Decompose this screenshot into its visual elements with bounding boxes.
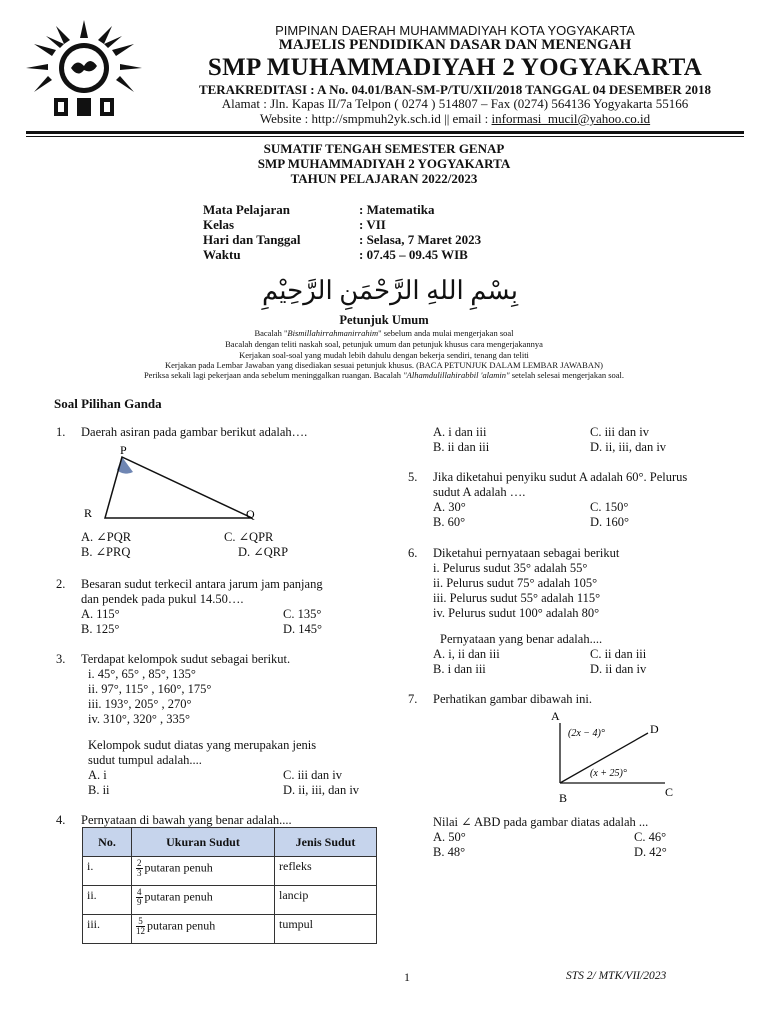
angle-table xyxy=(82,827,377,944)
email-link[interactable]: informasi_mucil@yahoo.co.id xyxy=(491,111,651,126)
option-c[interactable]: C. iii dan iv xyxy=(283,768,343,782)
option-b[interactable]: B. 48° xyxy=(433,845,466,859)
instruction-line: Periksa sekali lagi pekerjaan anda sebelum meninggalkan ruangan. Bacalah "Alhamdulillahirabbil 'alamin" setelah selesai mengerjakan soal. xyxy=(143,370,625,380)
identity-value: : Matematika xyxy=(359,202,435,217)
angle-group: i. 45°, 65° , 85°, 135° xyxy=(88,667,196,681)
angle-group: iii. 193°, 205° , 270° xyxy=(88,697,192,711)
identity-label: Kelas xyxy=(203,217,235,232)
angle-abd-figure xyxy=(540,708,690,808)
vertex-p-label: P xyxy=(120,443,127,457)
statement: iii. Pelurus sudut 55° adalah 115° xyxy=(433,591,601,605)
statement: i. Pelurus sudut 35° adalah 55° xyxy=(433,561,588,575)
identity-value: : Selasa, 7 Maret 2023 xyxy=(359,232,482,247)
instructions-title: Petunjuk Umum xyxy=(339,313,429,327)
option-a[interactable]: A. ∠PQR xyxy=(81,530,132,544)
option-b[interactable]: B. 125° xyxy=(81,622,120,636)
identity-label: Waktu xyxy=(203,247,241,262)
option-b[interactable]: B. ∠PRQ xyxy=(81,545,131,559)
option-d[interactable]: D. 145° xyxy=(283,622,323,636)
identity-label: Hari dan Tanggal xyxy=(203,232,301,247)
option-a[interactable]: A. i, ii dan iii xyxy=(433,647,500,661)
question-4: 4. Pernyataan di bawah yang benar adalah.... xyxy=(56,813,292,827)
point-a-label: A xyxy=(551,709,560,723)
website-prefix: Website : xyxy=(259,111,312,126)
identity-label: Mata Pelajaran xyxy=(203,202,291,217)
question-5: 5. Jika diketahui penyiku sudut A adalah 60°. Pelurus sudut A adalah …. xyxy=(408,470,688,499)
point-d-label: D xyxy=(650,722,659,736)
header-divider-thin xyxy=(26,136,744,137)
option-a[interactable]: A. 50° xyxy=(433,830,466,844)
option-d[interactable]: D. ii dan iv xyxy=(590,662,647,676)
option-d[interactable]: D. 160° xyxy=(590,515,630,529)
statement: iv. Pelurus sudut 100° adalah 80° xyxy=(433,606,600,620)
school-address: Alamat : Jln. Kapas II/7a Telpon ( 0274 ) 514807 – Fax (0274) 564136 Yogyakarta 55166 xyxy=(221,96,689,111)
contact-line xyxy=(150,111,760,127)
table-header: No. xyxy=(83,828,132,857)
question-3-prompt: sudut tumpul adalah.... xyxy=(88,753,202,767)
statement: ii. Pelurus sudut 75° adalah 105° xyxy=(433,576,598,590)
exam-title-1: SUMATIF TENGAH SEMESTER GENAP xyxy=(263,141,505,156)
vertex-r-label: R xyxy=(84,506,93,520)
option-d[interactable]: D. 42° xyxy=(634,845,667,859)
option-b[interactable]: B. i dan iii xyxy=(433,662,486,676)
option-c[interactable]: C. iii dan iv xyxy=(590,425,650,439)
instruction-line: Bacalah "Bismillahirrahmanirrahim" sebelum anda mulai mengerjakan soal xyxy=(254,328,514,338)
identity-value: : 07.45 – 09.45 WIB xyxy=(359,247,468,262)
option-a[interactable]: A. 30° xyxy=(433,500,466,514)
school-name: SMP MUHAMMADIYAH 2 YOGYAKARTA xyxy=(207,54,703,81)
option-b[interactable]: B. 60° xyxy=(433,515,466,529)
angle-group: iv. 310°, 320° , 335° xyxy=(88,712,191,726)
identity-value: : VII xyxy=(359,217,386,232)
triangle-pqr-figure xyxy=(80,440,280,525)
option-d[interactable]: D. ii, iii, dan iv xyxy=(283,783,360,797)
question-1: 1. Daerah asiran pada gambar berikut adalah…. xyxy=(56,425,308,439)
option-a[interactable]: A. i xyxy=(88,768,107,782)
table-row: iii. $\frac{5}{12}$ putaran penuh tumpul xyxy=(83,915,377,944)
document-code: STS 2/ MTK/VII/2023 xyxy=(566,970,667,982)
accreditation: TERAKREDITASI : A No. 04.01/BAN-SM-P/TU/XII/2018 TANGGAL 04 DESEMBER 2018 xyxy=(198,82,712,97)
option-a[interactable]: A. i dan iii xyxy=(433,425,487,439)
angle-expression-2: (x + 25)° xyxy=(590,768,627,779)
section-heading: Soal Pilihan Ganda xyxy=(54,396,162,411)
page-number: 1 xyxy=(404,970,410,984)
question-6: 6. Diketahui pernyataan sebagai berikut xyxy=(408,546,620,560)
question-7-prompt: Nilai ∠ ABD pada gambar diatas adalah ... xyxy=(433,815,649,829)
point-c-label: C xyxy=(665,785,674,799)
vertex-q-label: Q xyxy=(246,507,255,521)
muhammadiyah-logo xyxy=(26,18,142,118)
option-b[interactable]: B. ii xyxy=(88,783,110,797)
table-header: Jenis Sudut xyxy=(275,828,377,857)
question-6-prompt: Pernyataan yang benar adalah.... xyxy=(440,632,603,646)
point-b-label: B xyxy=(559,791,568,805)
exam-title-3: TAHUN PELAJARAN 2022/2023 xyxy=(290,171,478,186)
option-c[interactable]: C. ∠QPR xyxy=(224,530,274,544)
header-organization: PIMPINAN DAERAH MUHAMMADIYAH KOTA YOGYAKARTA xyxy=(275,23,635,38)
question-3-prompt: Kelompok sudut diatas yang merupakan jenis xyxy=(88,738,317,752)
option-d[interactable]: D. ∠QRP xyxy=(238,545,289,559)
exam-title-2: SMP MUHAMMADIYAH 2 YOGYAKARTA xyxy=(257,156,511,171)
table-row: ii. $\frac{4}{9}$ putaran penuh lancip xyxy=(83,886,377,915)
angle-expression-1: (2x − 4)° xyxy=(568,728,605,739)
angle-group: ii. 97°, 115° , 160°, 175° xyxy=(88,682,212,696)
option-a[interactable]: A. 115° xyxy=(81,607,120,621)
option-c[interactable]: C. ii dan iii xyxy=(590,647,647,661)
option-b[interactable]: B. ii dan iii xyxy=(433,440,490,454)
option-c[interactable]: C. 135° xyxy=(283,607,322,621)
option-c[interactable]: C. 150° xyxy=(590,500,629,514)
basmalah: بِسْمِ اللهِ الرَّحْمَنِ الرَّحِيْمِ xyxy=(261,276,519,305)
table-row: i. $\frac{2}{3}$ putaran penuh refleks xyxy=(83,857,377,886)
email-prefix: || email : xyxy=(440,111,492,126)
option-d[interactable]: D. ii, iii, dan iv xyxy=(590,440,667,454)
header-council: MAJELIS PENDIDIKAN DASAR DAN MENENGAH xyxy=(278,37,632,53)
instruction-line: Kerjakan soal-soal yang mudah lebih dahulu dengan bekerja sendiri, tenang dan teliti xyxy=(239,350,529,360)
website-link[interactable]: http://smpmuh2yk.sch.id xyxy=(311,111,441,126)
table-header: Ukuran Sudut xyxy=(132,828,275,857)
question-2: 2. Besaran sudut terkecil antara jarum jam panjang dan pendek pada pukul 14.50…. xyxy=(56,577,323,606)
header-divider-thick xyxy=(26,131,744,134)
question-3: 3. Terdapat kelompok sudut sebagai berikut. xyxy=(56,652,291,666)
question-7: 7. Perhatikan gambar dibawah ini. xyxy=(408,692,592,706)
instruction-line: Bacalah dengan teliti naskah soal, petunjuk umum dan petunjuk khusus cara mengerjakannya xyxy=(225,339,543,349)
option-c[interactable]: C. 46° xyxy=(634,830,667,844)
instruction-line: Kerjakan pada Lembar Jawaban yang disediakan sesuai petunjuk khusus. (BACA PETUNJUK DALAM LEMBAR JAWABAN) xyxy=(165,360,603,370)
